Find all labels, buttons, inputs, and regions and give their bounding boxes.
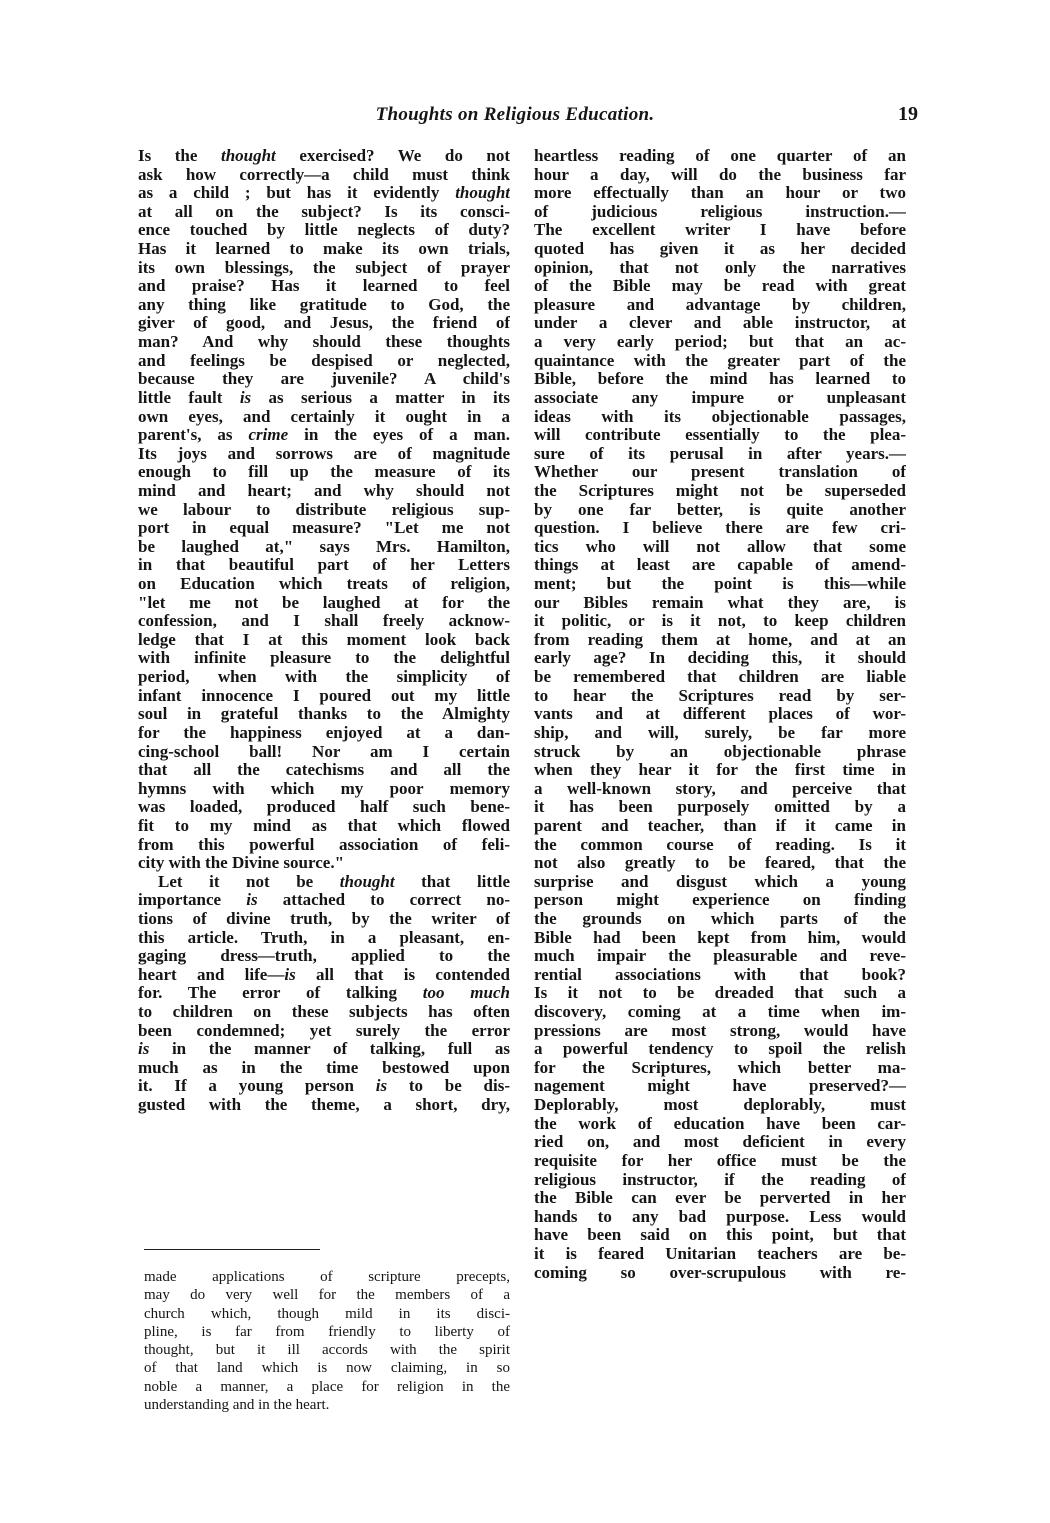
text-line: ledge that I at this moment look back	[138, 630, 510, 649]
footnote-line: of that land which is now claiming, in so	[144, 1360, 510, 1377]
text-line: port in equal measure? "Let me not	[138, 519, 510, 538]
text-line: from this powerful association of feli-	[138, 835, 510, 854]
text-line: of judicious religious instruction.—	[534, 202, 906, 221]
text-line: gaging dress—truth, applied to the	[138, 947, 510, 966]
text-line: heartless reading of one quarter of an	[534, 147, 906, 165]
page-number: 19	[898, 103, 918, 125]
text-line: quaintance with the greater part of the	[534, 351, 906, 370]
text-line: hands to any bad purpose. Less would	[534, 1207, 906, 1226]
text-line: pressions are most strong, would have	[534, 1021, 906, 1040]
text-line: to children on these subjects has often	[138, 1003, 510, 1022]
text-line: any thing like gratitude to God, the	[138, 295, 510, 314]
text-line: ried on, and most deficient in every	[534, 1133, 906, 1152]
text-line: Is it not to be dreaded that such a	[534, 984, 906, 1003]
text-line: to hear the Scriptures read by ser-	[534, 686, 906, 705]
text-line: coming so over-scrupulous with re-	[534, 1263, 906, 1282]
text-line: have been said on this point, but that	[534, 1226, 906, 1245]
footnote-line: made applications of scripture precepts,	[144, 1269, 510, 1285]
text-line: sure of its perusal in after years.—	[534, 444, 906, 463]
text-line: own eyes, and certainly it ought in a	[138, 407, 510, 426]
text-line: it. If a young person is to be dis-	[138, 1077, 510, 1096]
text-line: ask how correctly—a child must think	[138, 165, 510, 184]
text-line: its own blessings, the subject of prayer	[138, 258, 510, 277]
text-line: early age? In deciding this, it should	[534, 649, 906, 668]
text-line: pleasure and advantage by children,	[534, 295, 906, 314]
text-line: our Bibles remain what they are, is	[534, 593, 906, 612]
text-line: parent and teacher, than if it came in	[534, 816, 906, 835]
text-line: associate any impure or unpleasant	[534, 388, 906, 407]
text-line: will contribute essentially to the plea-	[534, 426, 906, 445]
text-line: it has been purposely omitted by a	[534, 798, 906, 817]
text-line: is in the manner of talking, full as	[138, 1040, 510, 1059]
text-line: discovery, coming at a time when im-	[534, 1003, 906, 1022]
text-line: Has it learned to make its own trials,	[138, 240, 510, 259]
text-line: the work of education have been car-	[534, 1114, 906, 1133]
text-line: be laughed at," says Mrs. Hamilton,	[138, 537, 510, 556]
text-line: that all the catechisms and all the	[138, 761, 510, 780]
text-line: Bible, before the mind has learned to	[534, 370, 906, 389]
text-line: the Bible can ever be perverted in her	[534, 1189, 906, 1208]
footnote-rule	[144, 1249, 320, 1250]
text-line: the grounds on which parts of the	[534, 909, 906, 928]
text-line: ence touched by little neglects of duty?	[138, 221, 510, 240]
footnote-line: may do very well for the members of a	[144, 1287, 510, 1304]
text-line: with infinite pleasure to the delightful	[138, 649, 510, 668]
text-line: infant innocence I poured out my little	[138, 686, 510, 705]
text-line: question. I believe there are few cri-	[534, 519, 906, 538]
right-column	[534, 147, 906, 1282]
text-line: for. The error of talking too much	[138, 984, 510, 1003]
footnote-line: understanding and in the heart.	[144, 1397, 330, 1414]
text-line: not also greatly to be feared, that the	[534, 854, 906, 873]
footnote-line: church which, though mild in its disci-	[144, 1305, 510, 1322]
text-line: the Scriptures might not be superseded	[534, 481, 906, 500]
text-line: for the happiness enjoyed at a dan-	[138, 723, 510, 742]
text-line: Let it not be thought that little	[158, 872, 510, 891]
text-line: Is the thought exercised? We do not	[138, 147, 510, 165]
text-line: gusted with the theme, a short, dry,	[138, 1096, 510, 1115]
left-column	[138, 147, 510, 1115]
text-line: things at least are capable of amend-	[534, 556, 906, 575]
text-line: "let me not be laughed at for the	[138, 593, 510, 612]
text-line: a very early period; but that an ac-	[534, 333, 906, 352]
text-line: at all on the subject? Is its consci-	[138, 202, 510, 221]
footnote	[144, 1268, 510, 1414]
text-line: nagement might have preserved?—	[534, 1077, 906, 1096]
text-line: the common course of reading. Is it	[534, 835, 906, 854]
text-line: enough to fill up the measure of its	[138, 463, 510, 482]
text-line: period, when with the simplicity of	[138, 668, 510, 687]
text-line: city with the Divine source."	[138, 854, 345, 873]
text-line: parent's, as crime in the eyes of a man.	[138, 426, 510, 445]
text-line: tics who will not allow that some	[534, 537, 906, 556]
text-line: and praise? Has it learned to feel	[138, 277, 510, 296]
text-line: under a clever and able instructor, at	[534, 314, 906, 333]
text-line: soul in grateful thanks to the Almighty	[138, 705, 510, 724]
text-line: more effectually than an hour or two	[534, 184, 906, 203]
text-line: in that beautiful part of her Letters	[138, 556, 510, 575]
text-line: a powerful tendency to spoil the relish	[534, 1040, 906, 1059]
text-line: Whether our present translation of	[534, 463, 906, 482]
text-line: quoted has given it as her decided	[534, 240, 906, 259]
text-line: of the Bible may be read with great	[534, 277, 906, 296]
text-line: be remembered that children are liable	[534, 668, 906, 687]
text-line: vants and at different places of wor-	[534, 705, 906, 724]
text-line: much impair the pleasurable and reve-	[534, 947, 906, 966]
text-line: from reading them at home, and at an	[534, 630, 906, 649]
text-line: religious instructor, if the reading of	[534, 1170, 906, 1189]
text-line: we labour to distribute religious sup-	[138, 500, 510, 519]
text-line: Deplorably, most deplorably, must	[534, 1096, 906, 1115]
text-line: because they are juvenile? A child's	[138, 370, 510, 389]
text-line: The excellent writer I have before	[534, 221, 906, 240]
text-line: mind and heart; and why should not	[138, 481, 510, 500]
text-line: giver of good, and Jesus, the friend of	[138, 314, 510, 333]
text-line: hymns with which my poor memory	[138, 779, 510, 798]
running-head: Thoughts on Religious Education.	[375, 104, 655, 125]
text-line: ship, and will, surely, be far more	[534, 723, 906, 742]
text-line: was loaded, produced half such bene-	[138, 798, 510, 817]
text-line: much as in the time bestowed upon	[138, 1058, 510, 1077]
text-line: surprise and disgust which a young	[534, 872, 906, 891]
text-line: struck by an objectionable phrase	[534, 742, 906, 761]
text-line: hour a day, will do the business far	[534, 165, 906, 184]
text-line: a well-known story, and perceive that	[534, 779, 906, 798]
text-line: confession, and I shall freely acknow-	[138, 612, 510, 631]
text-line: requisite for her office must be the	[534, 1151, 906, 1170]
text-line: tions of divine truth, by the writer of	[138, 909, 510, 928]
text-line: for the Scriptures, which better ma-	[534, 1058, 906, 1077]
text-line: opinion, that not only the narratives	[534, 258, 906, 277]
footnote-line: thought, but it ill accords with the spirit	[144, 1342, 510, 1359]
text-line: as a child ; but has it evidently thought	[138, 184, 510, 203]
text-line: person might experience on finding	[534, 891, 906, 910]
text-line: when they hear it for the first time in	[534, 761, 906, 780]
text-line: ideas with its objectionable passages,	[534, 407, 906, 426]
text-line: this article. Truth, in a pleasant, en-	[138, 928, 510, 947]
text-line: heart and life—is all that is contended	[138, 965, 510, 984]
text-line: on Education which treats of religion,	[138, 575, 510, 594]
text-line: been condemned; yet surely the error	[138, 1021, 510, 1040]
text-line: rential associations with that book?	[534, 965, 906, 984]
text-line: importance is attached to correct no-	[138, 891, 510, 910]
footnote-line: noble a manner, a place for religion in the	[144, 1378, 510, 1395]
text-line: and feelings be despised or neglected,	[138, 351, 510, 370]
text-line: ment; but the point is this—while	[534, 575, 906, 594]
text-line: by one far better, is quite another	[534, 500, 906, 519]
text-line: man? And why should these thoughts	[138, 333, 510, 352]
text-line: it politic, or is it not, to keep children	[534, 612, 906, 631]
text-line: Bible had been kept from him, would	[534, 928, 906, 947]
footnote-line: pline, is far from friendly to liberty of	[144, 1323, 510, 1340]
text-line: it is feared Unitarian teachers are be-	[534, 1244, 906, 1263]
text-line: fit to my mind as that which flowed	[138, 816, 510, 835]
text-line: little fault is as serious a matter in its	[138, 388, 510, 407]
text-line: Its joys and sorrows are of magnitude	[138, 444, 510, 463]
text-line: cing-school ball! Nor am I certain	[138, 742, 510, 761]
